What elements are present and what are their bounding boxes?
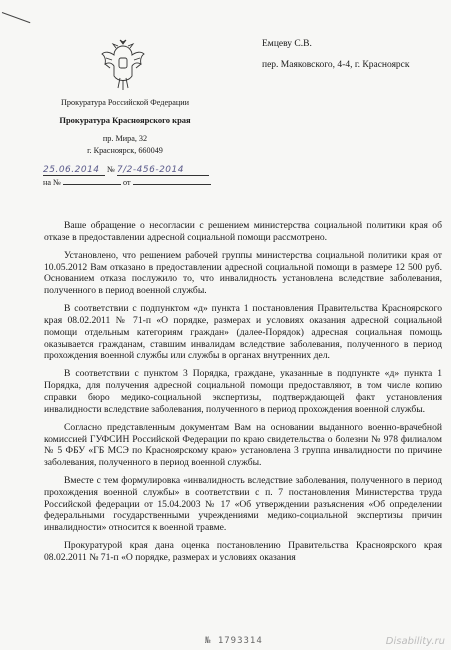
reference-prefix: на № (43, 178, 61, 187)
outgoing-date: 25.06.2014 (43, 165, 100, 175)
letter-body (44, 220, 442, 570)
paragraph: Вместе с тем формулировка «инвалидность вследствие заболевания, полученного в период прохождения военной службы» в соответствии с п. 7 постановления Министерства труда Российской федерации от 15.04.2003 № 17 «Об утверждении разъяснения «Об определении федеральными государственными учреждениями медико-социальной экспертизы причин инвалидности» относится к военной травме. (44, 475, 442, 534)
agency-city: г. Красноярск, 660049 (87, 145, 163, 155)
paragraph: Установлено, что решением рабочей группы министерства социальной политики края от 10.05.2012 Вам отказано в предоставлении адресной социальной помощи в размере 12 500 руб. Основанием отказа послужило то, что инвалидность установлена вследствие заболевания, полученного в период военной службы. (44, 249, 442, 297)
paragraph: В соответствии с подпунктом «д» пункта 1 постановления Правительства Красноярского края 08.02.2011 № 71-п «О порядке, размерах и условиях оказания адресной социальной помощи отдельным категориям граждан» (далее-Порядок) адресная социальная помощь оказывается гражданам, ставшим инвалидам вследствие заболевания, полученного в период прохождения военной службы или службы в органах внутренних дел. (44, 303, 442, 362)
agency-street: пр. Мира, 32 (102, 134, 148, 144)
paragraph: В соответствии с пунктом 3 Порядка, граждане, указанные в подпункте «д» пункта 1 Порядка, для получения адресной социальной помощи предоставляют, в том числе копию справки бюро медико-социальной экспертизы, подтверждающей факт установления инвалидности вследствие заболевания, полученного в период прохождения военной службы. (44, 368, 442, 415)
agency-line-region: Прокуратура Красноярского края (59, 115, 191, 126)
outgoing-date-number (43, 165, 209, 176)
agency-line-federation: Прокуратура Российской Федерации (61, 98, 189, 107)
paragraph: Согласно представленным документам Вам на основании выданного военно-врачебной комиссией ГУФСИН Российской Федерации по краю свидетельства о болезни № 978 филиалом № 5 ФБУ «ГБ МСЭ по Красноярскому краю» установлена 3 группа инвалидности по причине заболевания, полученного в период военной службы. (44, 421, 442, 469)
reference-from: от (122, 178, 131, 187)
addressee-name: Емцеву С.В. (262, 39, 312, 49)
outgoing-number: 7/2-456-2014 (116, 165, 184, 175)
paragraph: Ваше обращение о несогласии с решением министерства социальной политики края об отказе в предоставлении адресной социальной помощи рассмотрено. (44, 220, 442, 243)
paragraph: Прокуратурой края дана оценка постановлению Правительства Красноярского края 08.02.2011 № 71-п «О порядке, размерах и условиях оказания (44, 540, 442, 564)
addressee-address: пер. Маяковского, 4-4, г. Красноярск (262, 60, 410, 70)
agency-header (30, 97, 220, 156)
form-serial-number: № 1793314 (205, 636, 263, 646)
corner-mark (2, 12, 31, 23)
russian-coat-of-arms-icon (100, 38, 146, 92)
reference-line (43, 178, 211, 187)
site-watermark: Disability.ru (385, 636, 445, 647)
number-sign: № (107, 165, 115, 174)
addressee-block (262, 38, 447, 80)
